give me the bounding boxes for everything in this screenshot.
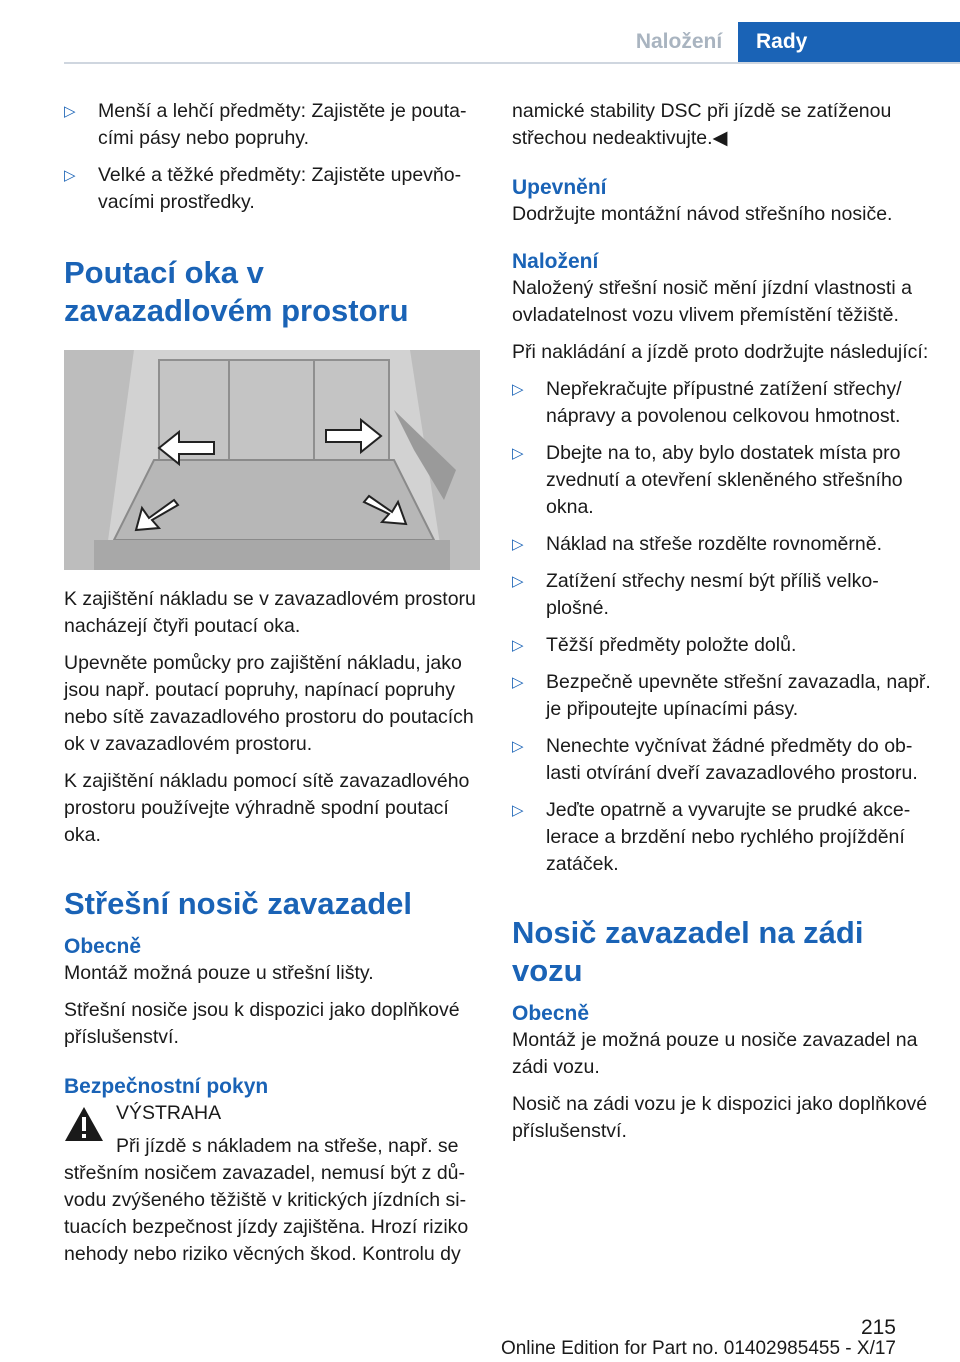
warning-block <box>64 1100 480 1268</box>
left-column <box>64 98 480 1278</box>
warning-text: střešním nosičem zavazadel, nemusí být z důvodu zvýšeného těžiště v kritických jízdních situacích bezpečnost jízdy zajištěna. Hrozí riziko nehody nebo riziko věcných škod. Kontrolu dy <box>64 1162 469 1265</box>
warning-title: VÝSTRAHA <box>116 1102 222 1124</box>
warning-continuation: namické stability DSC při jízdě se zatíženou střechou nedeaktivujte.◀ <box>512 100 892 149</box>
load-bullet-list <box>512 376 932 878</box>
subheading-load: Naložení <box>512 250 599 273</box>
list-item: ▷ Menší a lehčí předměty: Zajistěte je poutacími pásy nebo popruhy. <box>64 100 467 149</box>
tiedown-caption: K zajištění nákladu se v zavazadlovém prostoru nacházejí čtyři poutací oka. <box>64 588 476 637</box>
header-rule <box>64 62 960 64</box>
warning-text: Při jízdě s nákladem na střeše, např. se <box>116 1135 459 1157</box>
triangle-right-icon: ▷ <box>512 674 524 691</box>
right-column <box>512 98 932 1155</box>
triangle-right-icon: ▷ <box>512 536 524 553</box>
section-heading-roof: Střešní nosič zavazadel <box>64 886 413 921</box>
triangle-right-icon: ▷ <box>512 637 524 654</box>
section-heading-tiedown: Poutací oka v zavazadlovém prostoru <box>64 255 409 328</box>
list-item: ▷ Bezpečně upevněte střešní zavazadla, např. je připoutejte upínacími pásy. <box>512 671 931 720</box>
footer-edition: Online Edition for Part no. 01402985455 - X/17 <box>500 1338 896 1359</box>
triangle-right-icon: ▷ <box>64 167 76 184</box>
tab-section[interactable]: Naložení <box>635 30 723 53</box>
list-item: ▷ Jeďte opatrně a vyvarujte se prudké akcelerace a brzdění nebo rychlého projíždění zatáček. <box>512 799 911 875</box>
triangle-right-icon: ▷ <box>64 103 76 120</box>
triangle-right-icon: ▷ <box>512 445 524 462</box>
list-item: ▷ Náklad na střeše rozdělte rovnoměrně. <box>512 531 932 558</box>
tiedown-paragraph: K zajištění nákladu pomocí sítě zavazadlového prostoru používejte výhradně spodní poutací oka. <box>64 770 470 846</box>
rear-paragraph: Montáž je možná pouze u nosiče zavazadel na zádi vozu. <box>512 1029 918 1078</box>
trunk-photo <box>64 350 480 570</box>
subheading-rear-general: Obecně <box>512 1002 590 1025</box>
rear-paragraph: Nosič na zádi vozu je k dispozici jako doplňkové příslušenství. <box>512 1093 928 1142</box>
triangle-right-icon: ▷ <box>512 802 524 819</box>
tab-chapter[interactable]: Rady <box>738 22 960 62</box>
roof-general-paragraph: Střešní nosiče jsou k dispozici jako doplňkové příslušenství. <box>64 999 460 1048</box>
top-bullet-list <box>64 98 480 216</box>
warning-triangle-icon <box>64 1106 104 1142</box>
triangle-right-icon: ▷ <box>512 573 524 590</box>
tiedown-paragraph: Upevněte pomůcky pro zajištění nákladu, jako jsou např. poutací popruhy, napínací popruhy nebo sítě zavazadlového prostoru do poutacích ok v zavazadlovém prostoru. <box>64 652 474 755</box>
mount-paragraph: Dodržujte montážní návod střešního nosiče. <box>512 203 893 225</box>
list-item: ▷ Nepřekračujte přípustné zatížení střechy/ nápravy a povolenou celkovou hmotnost. <box>512 378 902 427</box>
list-item: ▷ Velké a těžké předměty: Zajistěte upevňovacími prostředky. <box>64 164 462 213</box>
triangle-right-icon: ▷ <box>512 738 524 755</box>
triangle-right-icon: ▷ <box>512 381 524 398</box>
page-number: 215 <box>860 1316 896 1339</box>
subheading-safety: Bezpečnostní pokyn <box>64 1075 269 1098</box>
list-item: ▷ Dbejte na to, aby bylo dostatek místa pro zvednutí a otevření skleněného střešního okna. <box>512 442 903 518</box>
subheading-mount: Upevnění <box>512 176 607 199</box>
load-paragraph: Naložený střešní nosič mění jízdní vlastnosti a ovladatelnost vozu vlivem přemístění těžiště. <box>512 277 912 326</box>
load-paragraph: Při nakládání a jízdě proto dodržujte následující: <box>512 341 929 363</box>
section-heading-rear: Nosič zavazadel na zádi vozu <box>512 915 864 988</box>
roof-general-paragraph: Montáž možná pouze u střešní lišty. <box>64 962 374 984</box>
list-item: ▷ Nenechte vyčnívat žádné předměty do oblasti otvírání dveří zavazadlového prostoru. <box>512 735 918 784</box>
list-item: ▷ Těžší předměty položte dolů. <box>512 632 932 659</box>
list-item: ▷ Zatížení střechy nesmí být příliš velkoplošné. <box>512 570 879 619</box>
subheading-general: Obecně <box>64 935 142 958</box>
